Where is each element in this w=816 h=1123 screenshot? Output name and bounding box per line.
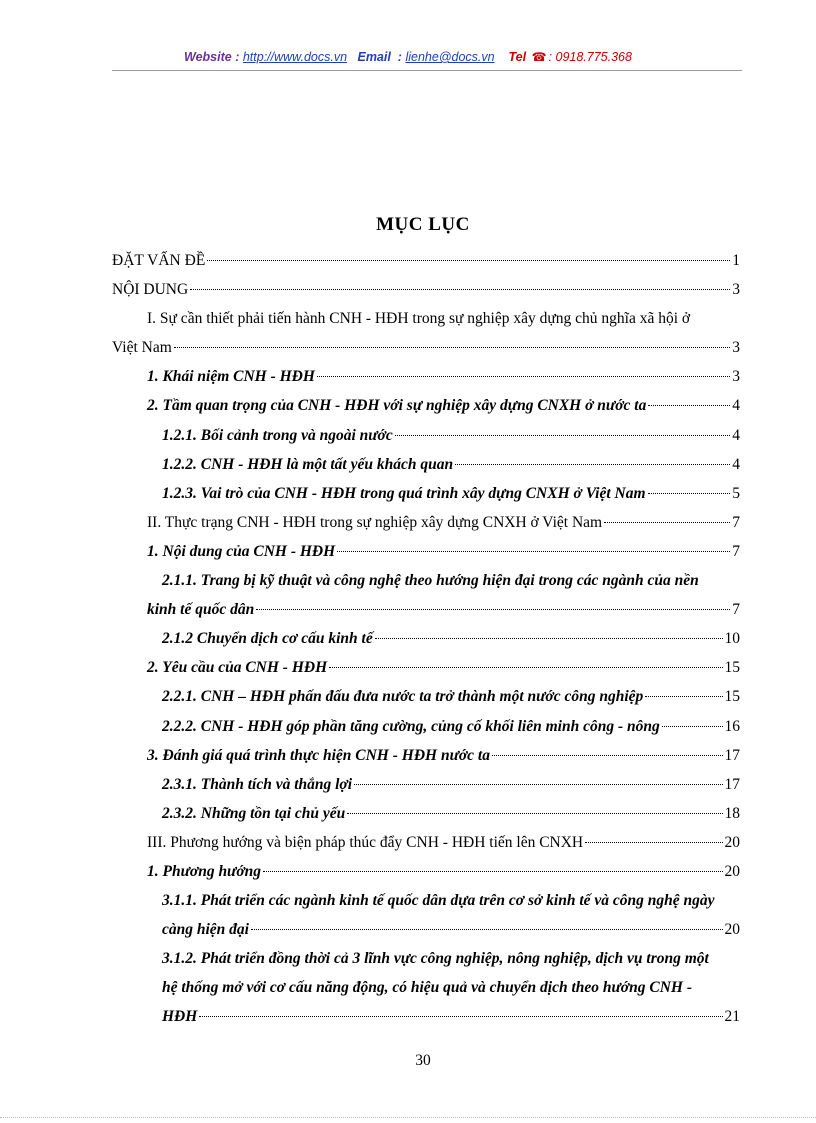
toc-entry-text: 2.3.1. Thành tích và thắng lợi bbox=[162, 775, 353, 793]
toc-page-number: 3 bbox=[732, 339, 740, 357]
toc-page-number: 4 bbox=[732, 455, 740, 473]
toc-entry[interactable] bbox=[112, 857, 740, 886]
toc-entry-text: III. Phương hướng và biện pháp thúc đẩy CNH - HĐH tiến lên CNXH bbox=[147, 833, 584, 851]
toc-leader bbox=[174, 347, 730, 348]
toc-entry-text: 2. Tầm quan trọng của CNH - HĐH với sự nghiệp xây dựng CNXH ở nước ta bbox=[147, 397, 647, 415]
toc-entry[interactable] bbox=[112, 275, 740, 304]
toc-entry-text: 1. Phương hướng bbox=[147, 862, 262, 880]
toc-entry[interactable] bbox=[112, 944, 740, 973]
toc-page-number: 18 bbox=[724, 804, 740, 822]
toc-entry-text: ĐẶT VẤN ĐỀ bbox=[112, 252, 206, 269]
toc-page-number: 4 bbox=[732, 397, 740, 415]
toc-leader bbox=[455, 464, 730, 465]
toc-entry-text: 2.2.2. CNH - HĐH góp phần tăng cường, củng cố khối liên minh công - nông bbox=[162, 717, 660, 735]
tel-label: Tel bbox=[508, 50, 527, 64]
toc-page-number: 17 bbox=[724, 775, 740, 793]
toc-page-number: 20 bbox=[724, 833, 740, 851]
toc-entry-text: 3.1.1. Phát triển các ngành kinh tế quốc dân dựa trên cơ sở kinh tế và công nghệ ngày bbox=[162, 892, 715, 910]
toc-page-number: 1 bbox=[732, 252, 740, 269]
toc-leader bbox=[648, 405, 730, 406]
toc-page-number: 20 bbox=[724, 862, 740, 880]
toc-entry-text: 2.3.2. Những tồn tại chủ yếu bbox=[162, 804, 346, 822]
toc-entry-text: Việt Nam bbox=[112, 339, 172, 357]
toc-entry-text: 1.2.1. Bối cảnh trong và ngoài nước bbox=[162, 426, 393, 444]
toc-leader bbox=[585, 842, 722, 843]
toc-leader bbox=[662, 726, 723, 727]
toc-entry-text: 1. Khái niệm CNH - HĐH bbox=[147, 368, 315, 386]
toc-entry[interactable] bbox=[112, 653, 740, 682]
table-of-contents bbox=[112, 246, 740, 1032]
email-link[interactable]: lienhe@docs.vn bbox=[405, 50, 495, 64]
toc-page-number: 20 bbox=[724, 921, 740, 939]
toc-entry-text: 2.1.2 Chuyển dịch cơ cấu kinh tế bbox=[162, 630, 373, 648]
toc-leader bbox=[256, 609, 730, 610]
toc-entry-text: 2.1.1. Trang bị kỹ thuật và công nghệ theo hướng hiện đại trong các ngành của nền bbox=[162, 572, 699, 590]
toc-entry-text: NỘI DUNG bbox=[112, 281, 189, 299]
toc-page-number: 7 bbox=[732, 601, 740, 619]
toc-leader bbox=[645, 696, 722, 697]
toc-leader bbox=[317, 376, 730, 377]
toc-entry[interactable] bbox=[112, 421, 740, 450]
toc-entry-text: 1.2.2. CNH - HĐH là một tất yếu khách quan bbox=[162, 455, 454, 473]
toc-entry-continuation[interactable] bbox=[112, 915, 740, 944]
email-separator: : bbox=[397, 50, 402, 64]
toc-entry[interactable] bbox=[112, 770, 740, 799]
toc-leader bbox=[199, 1016, 722, 1017]
toc-leader bbox=[604, 522, 730, 523]
toc-page-number: 10 bbox=[724, 630, 740, 648]
toc-entry[interactable] bbox=[112, 828, 740, 857]
toc-entry[interactable] bbox=[112, 624, 740, 653]
toc-page-number: 7 bbox=[732, 542, 740, 560]
toc-leader bbox=[190, 289, 730, 290]
toc-page-number: 3 bbox=[732, 281, 740, 299]
toc-entry[interactable] bbox=[112, 450, 740, 479]
toc-entry-text: 3.1.2. Phát triển đồng thời cả 3 lĩnh vực công nghiệp, nông nghiệp, dịch vụ trong một bbox=[162, 950, 709, 968]
toc-leader bbox=[337, 551, 730, 552]
toc-entry[interactable] bbox=[112, 886, 740, 915]
toc-entry-continuation[interactable] bbox=[112, 1002, 740, 1031]
website-label: Website : bbox=[184, 50, 240, 64]
toc-entry[interactable] bbox=[112, 537, 740, 566]
toc-entry-continuation[interactable] bbox=[112, 333, 740, 362]
header-divider bbox=[112, 70, 742, 71]
toc-entry-text: 2. Yêu cầu của CNH - HĐH bbox=[147, 659, 328, 677]
toc-page-number: 3 bbox=[732, 368, 740, 386]
toc-entry-text: 1. Nội dung của CNH - HĐH bbox=[147, 542, 336, 560]
toc-page-number: 7 bbox=[732, 513, 740, 531]
toc-leader bbox=[354, 784, 722, 785]
toc-leader bbox=[207, 260, 730, 261]
toc-leader bbox=[347, 813, 722, 814]
toc-entry-text: càng hiện đại bbox=[162, 921, 249, 939]
toc-entry-continuation[interactable] bbox=[112, 973, 740, 1002]
toc-entry[interactable] bbox=[112, 566, 740, 595]
toc-entry[interactable] bbox=[112, 741, 740, 770]
toc-entry-text: kinh tế quốc dân bbox=[147, 601, 255, 619]
toc-entry-text: II. Thực trạng CNH - HĐH trong sự nghiệp xây dựng CNXH ở Việt Nam bbox=[147, 513, 603, 531]
toc-leader bbox=[329, 667, 722, 668]
toc-page-number: 5 bbox=[732, 484, 740, 502]
toc-entry-text: 2.2.1. CNH – HĐH phấn đấu đưa nước ta trở thành một nước công nghiệp bbox=[162, 688, 644, 706]
toc-entry[interactable] bbox=[112, 362, 740, 391]
website-link[interactable]: http://www.docs.vn bbox=[242, 50, 348, 64]
toc-entry[interactable] bbox=[112, 712, 740, 741]
toc-entry-continuation[interactable] bbox=[112, 595, 740, 624]
toc-entry[interactable] bbox=[112, 508, 740, 537]
toc-leader bbox=[648, 493, 731, 494]
footer-divider bbox=[0, 1117, 816, 1118]
page-title: MỤC LỤC bbox=[376, 214, 470, 235]
toc-entry-text: 3. Đánh giá quá trình thực hiện CNH - HĐH nước ta bbox=[147, 746, 490, 764]
toc-leader bbox=[492, 755, 723, 756]
toc-leader bbox=[251, 929, 723, 930]
toc-entry[interactable] bbox=[112, 391, 740, 420]
toc-entry[interactable] bbox=[112, 799, 740, 828]
toc-entry-text: 1.2.3. Vai trò của CNH - HĐH trong quá trình xây dựng CNXH ở Việt Nam bbox=[162, 484, 646, 502]
toc-leader bbox=[395, 435, 730, 436]
toc-entry[interactable] bbox=[112, 479, 740, 508]
toc-entry-text: HĐH bbox=[162, 1008, 198, 1026]
phone-number: : 0918.775.368 bbox=[548, 50, 632, 64]
toc-page-number: 16 bbox=[724, 717, 740, 735]
toc-entry-text: I. Sự cần thiết phải tiến hành CNH - HĐH trong sự nghiệp xây dựng chủ nghĩa xã hội ở bbox=[147, 310, 691, 328]
toc-page-number: 15 bbox=[724, 659, 740, 677]
toc-entry[interactable] bbox=[112, 246, 740, 275]
toc-page-number: 15 bbox=[724, 688, 740, 706]
toc-entry-text: hệ thống mở với cơ cấu năng động, có hiệu quả và chuyển dịch theo hướng CNH - bbox=[162, 979, 692, 997]
toc-entry[interactable] bbox=[112, 304, 740, 333]
phone-icon: ☎ bbox=[531, 50, 547, 64]
toc-page-number: 21 bbox=[724, 1008, 740, 1026]
toc-page-number: 17 bbox=[724, 746, 740, 764]
email-label: Email bbox=[357, 50, 391, 64]
toc-leader bbox=[263, 871, 722, 872]
toc-leader bbox=[375, 638, 723, 639]
page-number: 30 bbox=[415, 1052, 431, 1069]
page-header bbox=[0, 50, 816, 64]
toc-page-number: 4 bbox=[732, 426, 740, 444]
toc-entry[interactable] bbox=[112, 682, 740, 711]
